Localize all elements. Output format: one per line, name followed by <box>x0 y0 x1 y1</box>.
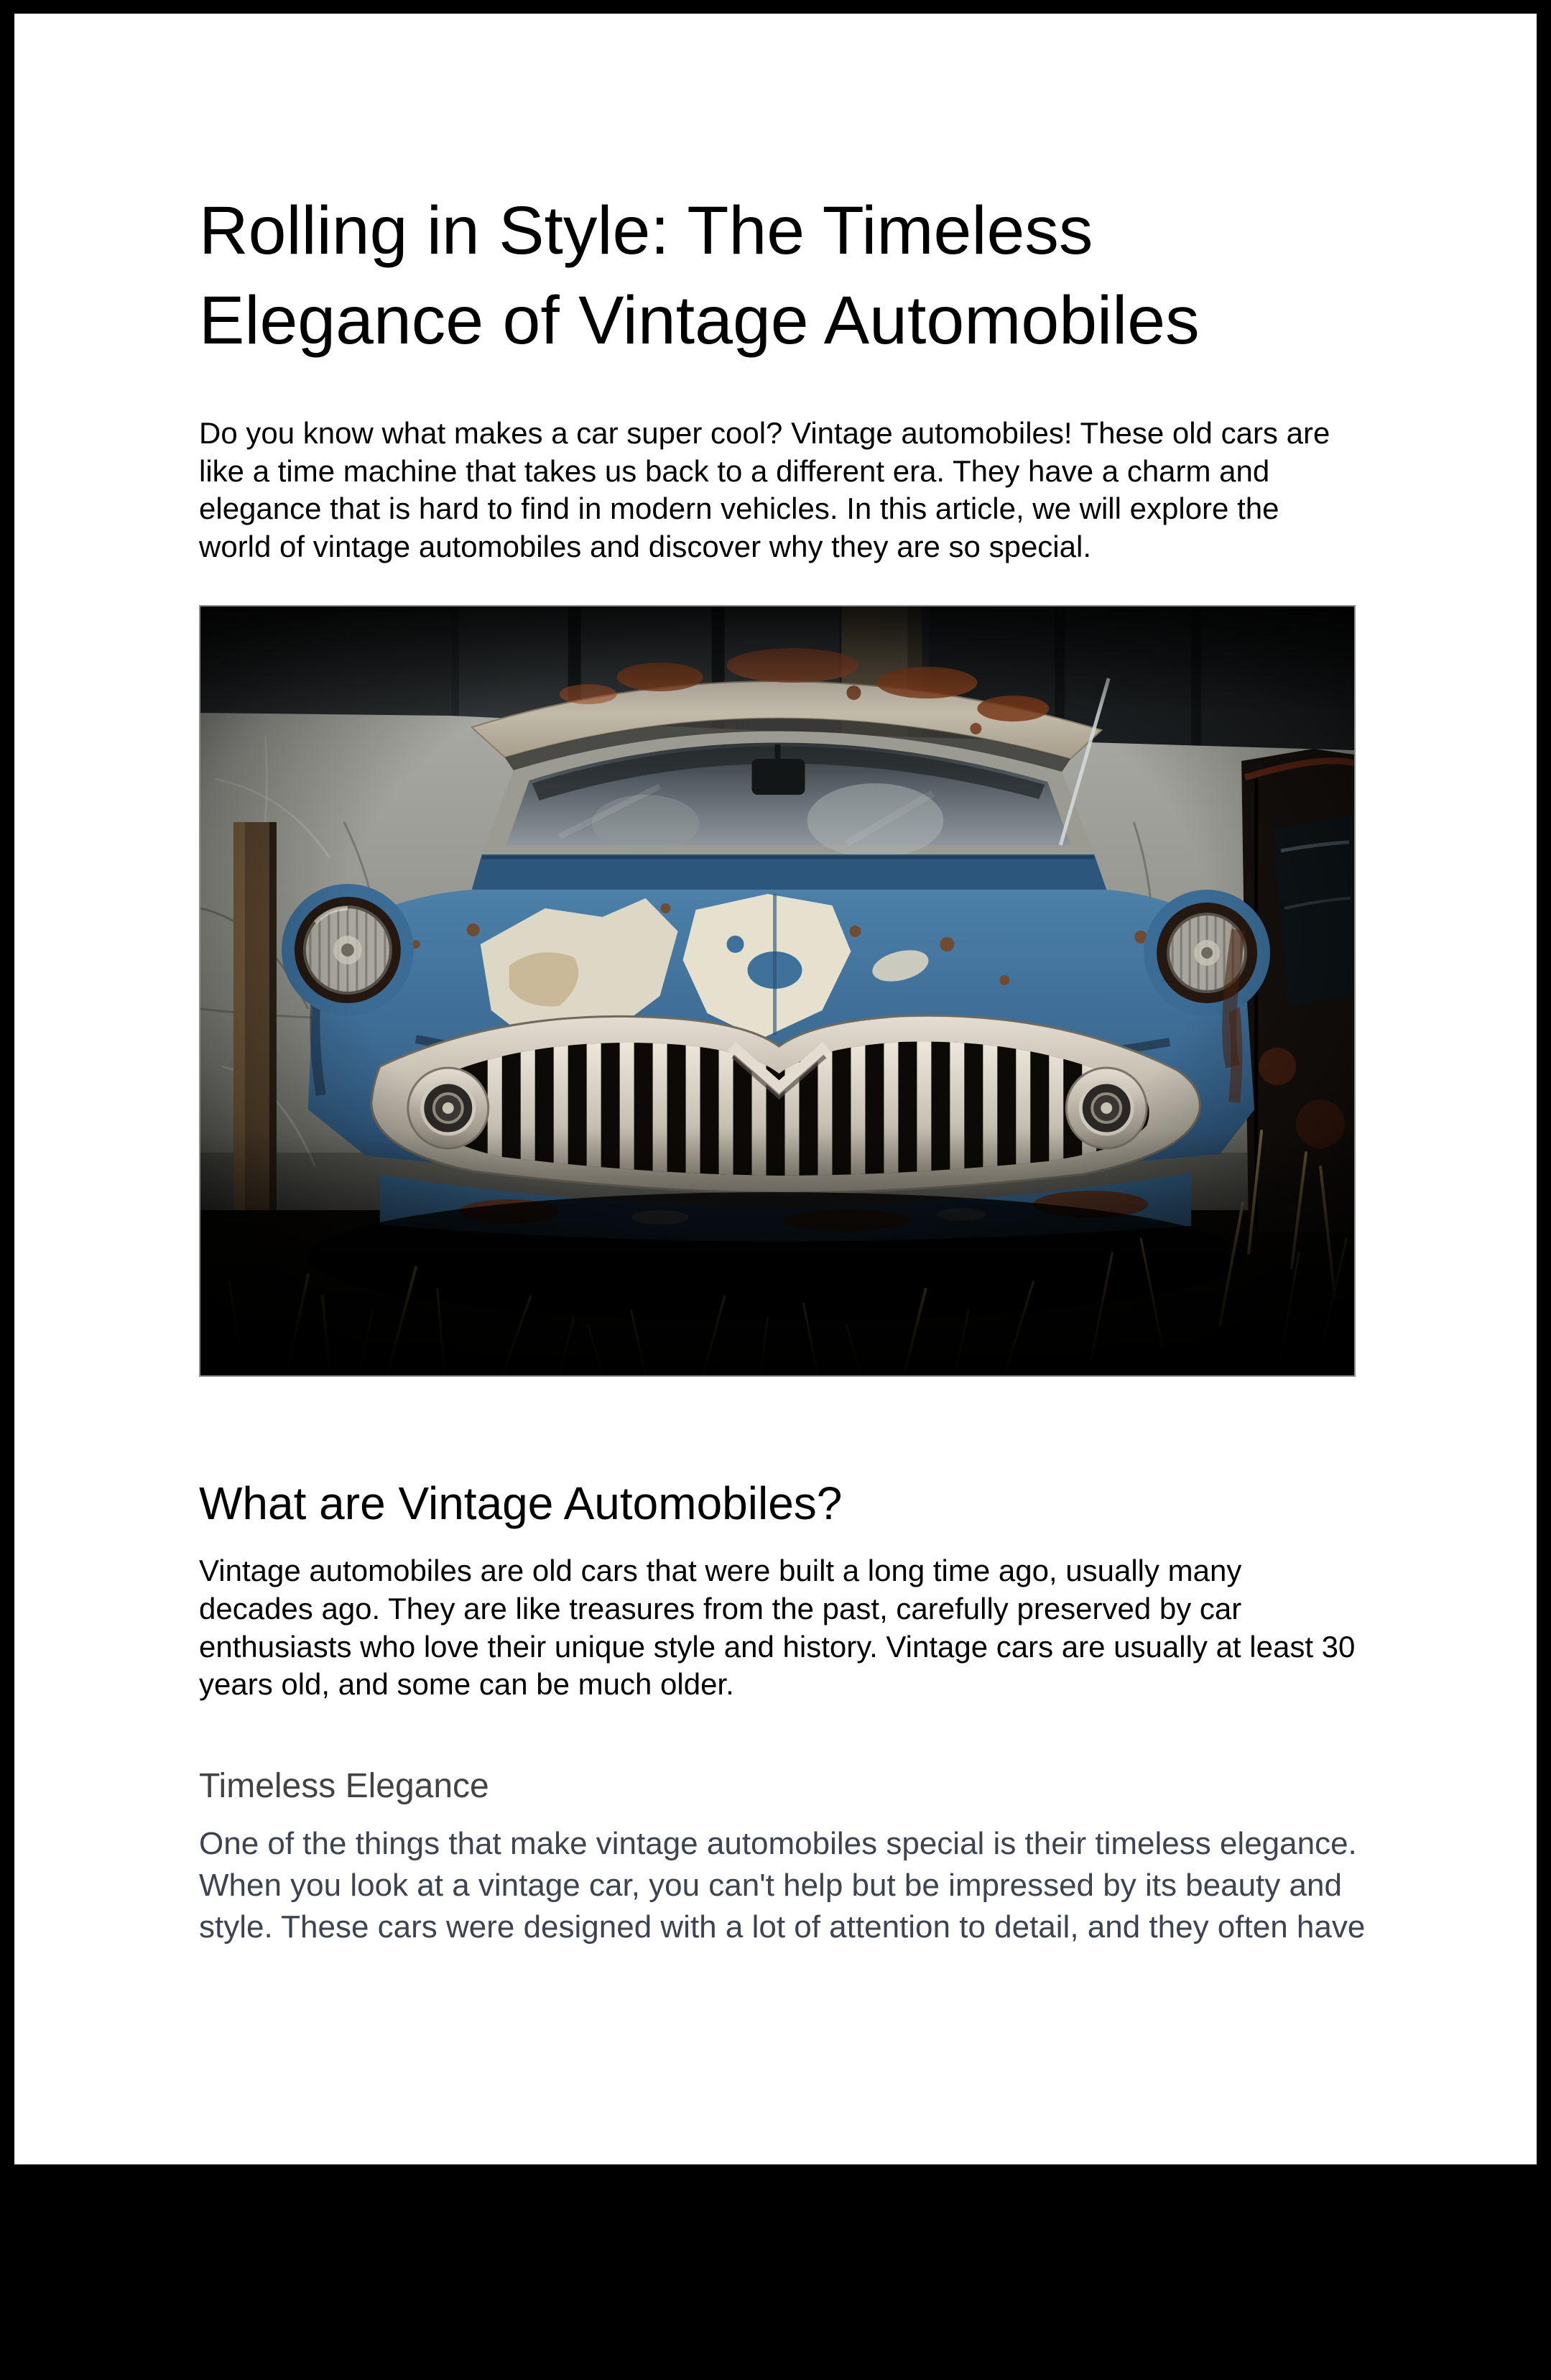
section-heading-timeless-elegance: Timeless Elegance <box>199 1766 489 1805</box>
document-page <box>14 14 1537 2164</box>
vignette-overlay <box>200 606 1354 1375</box>
vintage-car-photo-art <box>200 606 1354 1375</box>
section-body-timeless-elegance: One of the things that make vintage automobiles special is their timeless elegance. When you look at a vintage car, you can't help but be impressed by its beauty and style. These cars were designed with a lot of attention to detail, and they often have <box>199 1825 1366 1945</box>
section-body-what-are-vintage-automobiles: Vintage automobiles are old cars that were built a long time ago, usually many decades ago. They are like treasures from the past, carefully preserved by car enthusiasts who love their unique style and history. Vintage cars are usually at least 30 years old, and some can be much older. <box>199 1554 1356 1702</box>
intro-paragraph: Do you know what makes a car super cool? Vintage automobiles! These old cars are like a time machine that takes us back to a different era. They have a charm and elegance that is hard to find in modern vehicles. In this article, we will explore the world of vintage automobiles and discover why they are so special. <box>199 416 1330 563</box>
vintage-car-photo <box>199 605 1356 1377</box>
article-title: Rolling in Style: The Timeless Elegance of Vintage Automobiles <box>199 193 1200 359</box>
section-heading-what-are-vintage-automobiles: What are Vintage Automobiles? <box>199 1477 843 1530</box>
